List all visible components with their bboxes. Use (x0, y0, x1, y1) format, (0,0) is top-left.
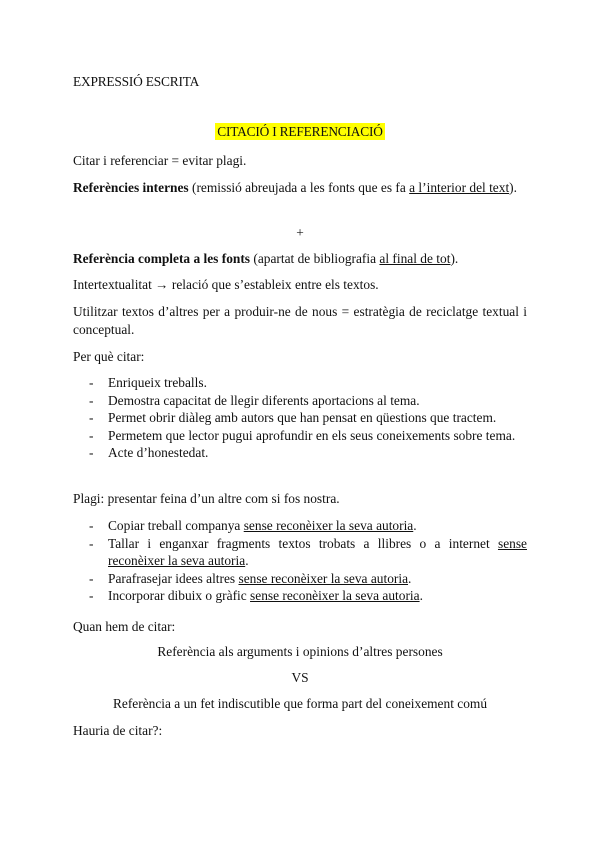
list-item: - Demostra capacitat de llegir diferents aportacions al tema. (89, 392, 420, 408)
title-wrap (73, 124, 527, 140)
list-item: - Parafrasejar idees altres sense reconèixer la seva autoria. (89, 570, 412, 586)
list-item: - Permetem que lector pugui aprofundir en els seus coneixements sobre tema. (89, 427, 516, 443)
list-item: - Acte d’honestedat. (89, 445, 209, 460)
reuse-paragraph: Utilitzar textos d’altres per a produir-ne de nous = estratègia de reciclatge textual i conceptual. (73, 304, 527, 337)
why-cite-heading: Per què citar: (73, 349, 145, 364)
complete-reference-text: (apartat de bibliografia (250, 251, 380, 266)
versus-label: VS (291, 670, 309, 685)
plus-sign: + (296, 225, 304, 240)
when-to-cite-heading: Quan hem de citar: (73, 619, 176, 634)
should-cite-question: Hauria de citar?: (73, 723, 163, 738)
complete-reference-underlined: al final de tot (379, 251, 451, 266)
plagiarism-definition: Plagi: presentar feina d’un altre com si fos nostra. (73, 491, 340, 506)
internal-references-term: Referències internes (73, 180, 189, 195)
internal-references-paragraph (73, 179, 527, 197)
complete-reference-term: Referència completa a les fonts (73, 251, 251, 266)
internal-references-text: (remissió abreujada a les fonts que es fa (188, 180, 410, 195)
list-item: - Tallar i enganxar fragments textos trobats a llibres o a internet sense reconèixer la seva autoria. (89, 535, 527, 568)
complete-reference-end: ). (450, 251, 459, 266)
document-title: CITACIÓ I REFERENCIACIÓ (217, 124, 383, 139)
section-header: EXPRESSIÓ ESCRITA (73, 74, 200, 89)
list-item: - Copiar treball companya sense reconèixer la seva autoria. (89, 518, 417, 533)
list-item: - Enriqueix treballs. (89, 375, 207, 390)
intro-line: Citar i referenciar = evitar plagi. (73, 153, 247, 168)
complete-reference-paragraph (73, 250, 527, 268)
plagiarism-list (73, 517, 527, 605)
common-knowledge-line: Referència a un fet indiscutible que forma part del coneixement comú (112, 696, 488, 711)
internal-references-end: ). (509, 180, 517, 195)
list-item: - Permet obrir diàleg amb autors que han pensat en qüestions que tractem. (89, 410, 497, 425)
arguments-opinions-line: Referència als arguments i opinions d’altres persones (157, 644, 443, 659)
list-item: - Incorporar dibuix o gràfic sense reconèixer la seva autoria. (89, 588, 423, 603)
intertextuality-line: Intertextualitat → relació que s’estableix entre els textos. (73, 277, 379, 292)
why-cite-list (73, 374, 527, 462)
internal-references-underlined: a l’interior del text (409, 180, 510, 195)
